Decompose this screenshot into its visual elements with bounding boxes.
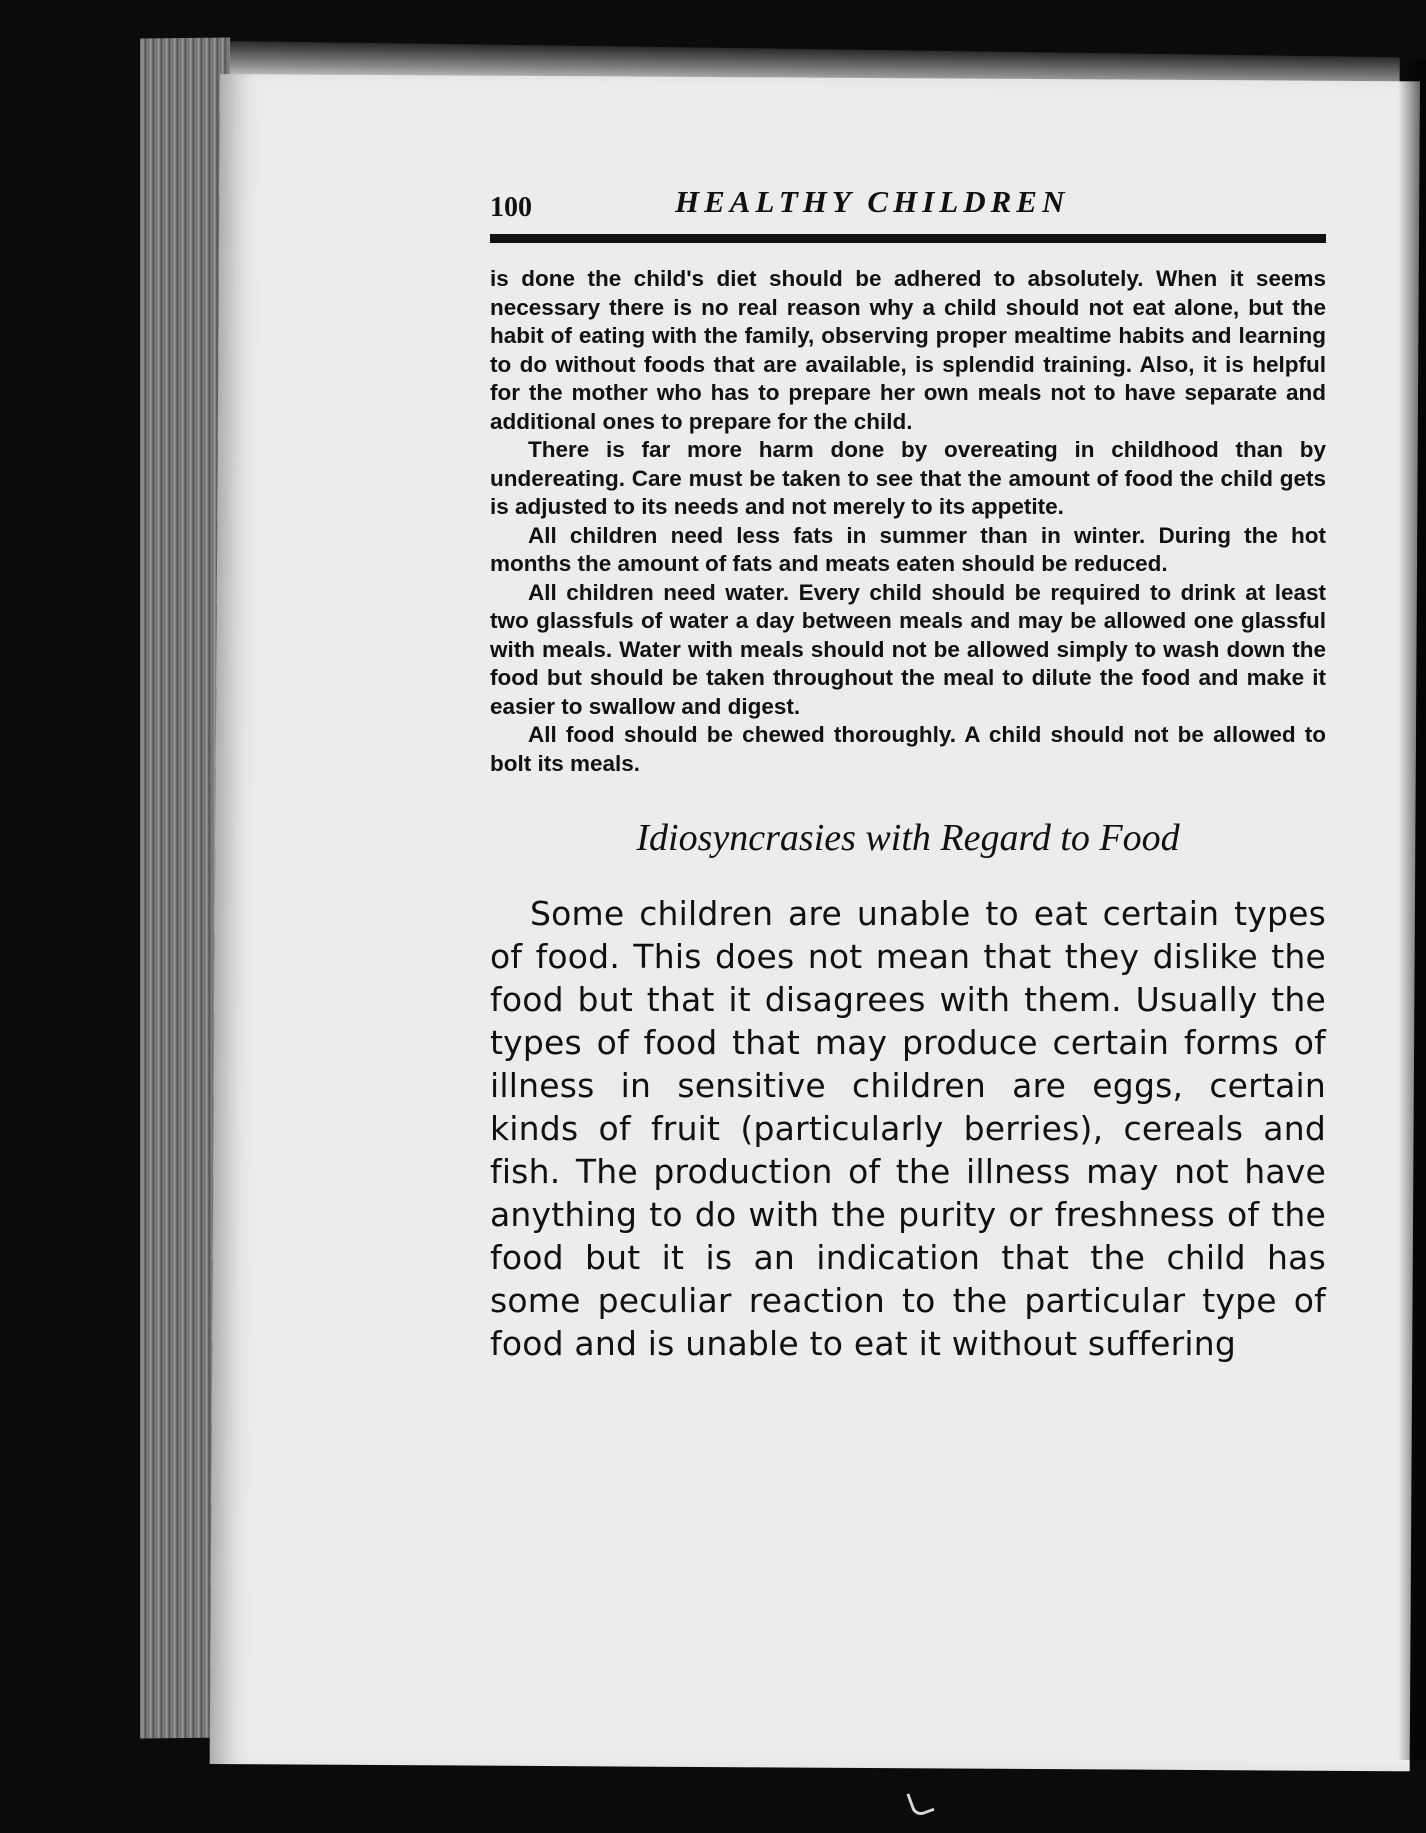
page-right-shadow: [1398, 60, 1426, 1760]
page-number: 100: [490, 192, 532, 223]
paragraph-chewing: All food should be chewed thoroughly. A child should not be allowed to bolt its meals.: [490, 722, 1326, 776]
section-heading: Idiosyncrasies with Regard to Food: [636, 817, 1180, 859]
paragraph-fats: All children need less fats in summer than in winter. During the hot months the amount of fats and meats eaten should be reduced.: [490, 522, 1326, 576]
paragraph-diet: is done the child's diet should be adhered to absolutely. When it seems necessary there is no real reason why a child should not eat alone, but the habit of eating with the family, observing proper mealtime habits and learning to do without foods that are available, is splendid training. Also, it is helpful for the mother who has to prepare her own meals not to have separate and additional ones to prepare for the child.: [490, 266, 1326, 434]
paragraph-idiosyncrasies: Some children are unable to eat certain types of food. This does not mean that they dislike the food but that it disagrees with them. Usually the types of food that may produce certain forms of illness in sensitive children are eggs, certain kinds of fruit (particularly berries), cereals and fish. The production of the illness may not have anything to do with the purity or freshness of the food but it is an indication that the child has some peculiar reaction to the particular type of food and is unable to eat it without suffering: [490, 894, 1326, 1363]
scan-artifact-mark: [906, 1787, 934, 1818]
paragraph-water: All children need water. Every child should be required to drink at least two glassfuls of water a day between meals and may be allowed one glassful with meals. Water with meals should not be allowed simply to wash down the food but should be taken throughout the meal to dilute the food and make it easier to swallow and digest.: [490, 579, 1326, 719]
page-text-block: [490, 180, 1326, 1365]
running-head: HEALTHY CHILDREN: [675, 184, 1070, 219]
paragraph-overeating: There is far more harm done by overeating in childhood than by undereating. Care must be taken to see that the amount of food the child gets is adjusted to its needs and not merely to its appetite.: [490, 437, 1326, 519]
page-header: [490, 180, 1326, 222]
header-rule: [490, 234, 1326, 243]
